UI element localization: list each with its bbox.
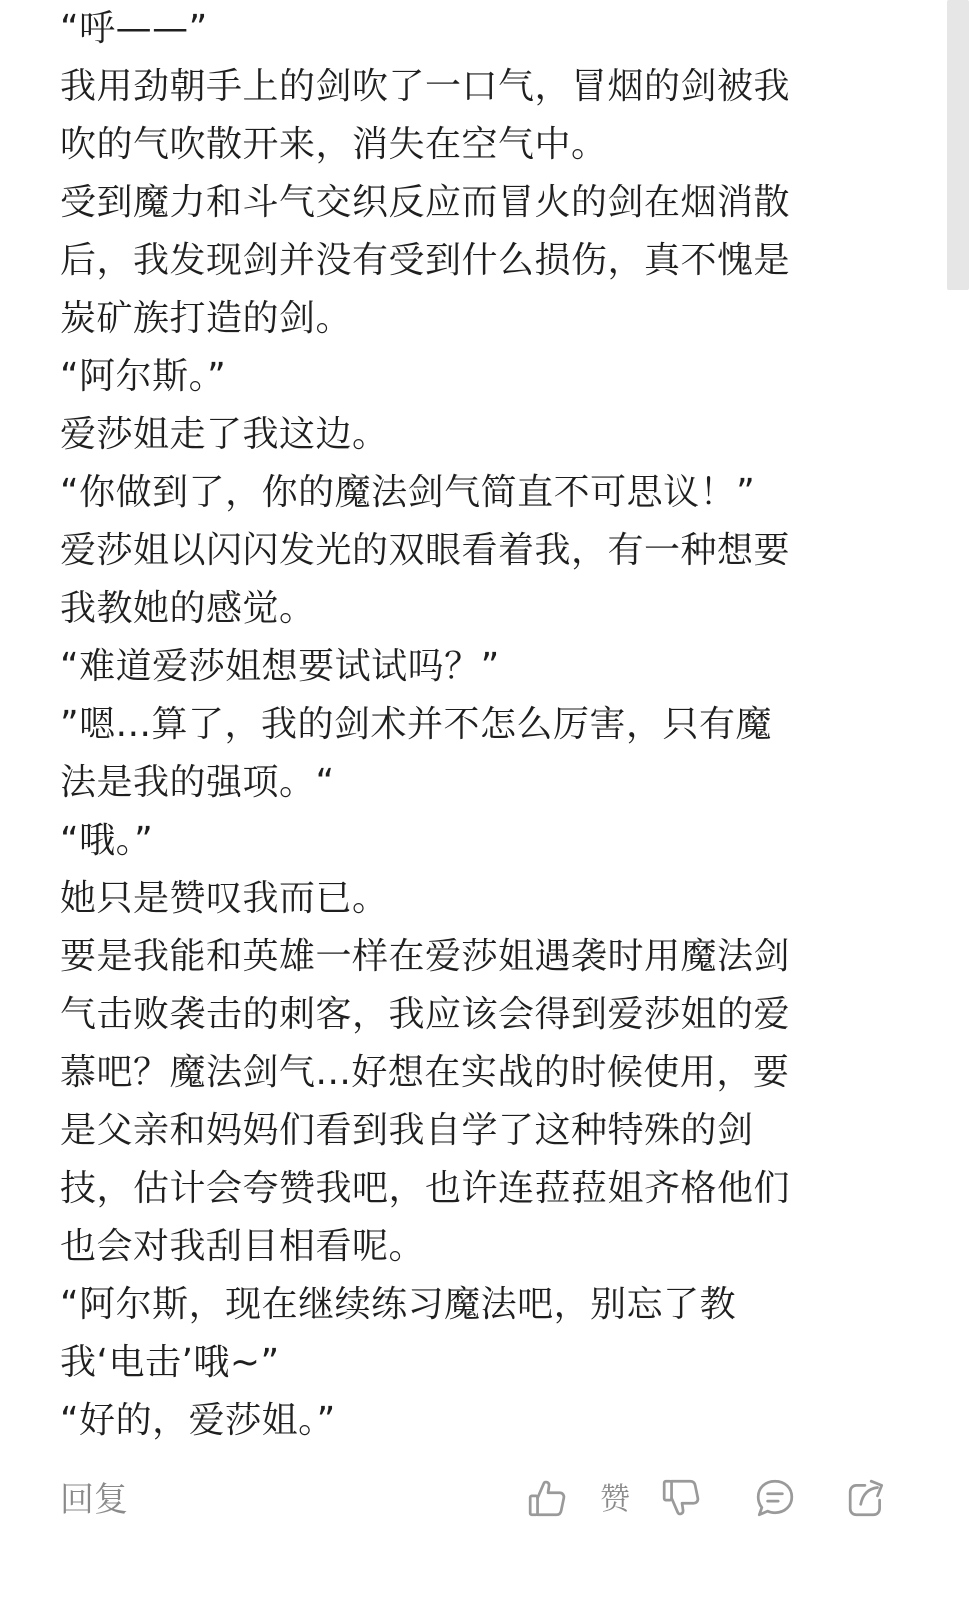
comment-icon [754, 1477, 796, 1523]
post-text-line: “好的，爱莎姐。” [60, 1400, 336, 1441]
post-text-line: 她只是赞叹我而已。 [60, 878, 389, 919]
post-text-line: 气击败袭击的刺客，我应该会得到爱莎姐的爱 [60, 994, 791, 1035]
post-body [60, 0, 900, 1450]
post-text-line: 要是我能和英雄一样在爱莎姐遇袭时用魔法剑 [60, 936, 791, 977]
like-button[interactable] [526, 1474, 568, 1526]
thumbs-up-icon [526, 1477, 568, 1523]
post-text-line: “阿尔斯，现在继续练习魔法吧，别忘了教 [60, 1284, 737, 1325]
post-text-line: 吹的气吹散开来，消失在空气中。 [60, 124, 608, 165]
post-text-line: 炭矿族打造的剑。 [60, 298, 353, 339]
post-text-line: 我教她的感觉。 [60, 588, 316, 629]
thumbs-down-icon [660, 1477, 702, 1523]
comment-button[interactable] [754, 1474, 796, 1526]
reply-button[interactable]: 回复 [60, 1480, 128, 1520]
post-text-line: 我‘电击’哦~” [60, 1342, 280, 1383]
post-text-line: 技，估计会夸赞我吧，也许连菈菈姐齐格他们 [60, 1168, 791, 1209]
post-text-line: 受到魔力和斗气交织反应而冒火的剑在烟消散 [60, 182, 791, 223]
like-label[interactable]: 赞 [600, 1482, 630, 1517]
scrollbar[interactable] [947, 0, 969, 290]
share-button[interactable] [846, 1474, 888, 1526]
post-text-line: “呼——” [60, 8, 208, 49]
post-text-line: 爱莎姐走了我这边。 [60, 414, 389, 455]
dislike-button[interactable] [660, 1474, 702, 1526]
post-text-line: 我用劲朝手上的剑吹了一口气，冒烟的剑被我 [60, 66, 791, 107]
post-text-line: 也会对我刮目相看呢。 [60, 1226, 426, 1267]
post-text-line: ”嗯...算了，我的剑术并不怎么厉害，只有魔 [60, 704, 772, 745]
share-icon [846, 1477, 888, 1523]
post-text-line: 爱莎姐以闪闪发光的双眼看着我，有一种想要 [60, 530, 791, 571]
post-text-line: 是父亲和妈妈们看到我自学了这种特殊的剑 [60, 1110, 754, 1151]
post-text-line: 慕吧？魔法剑气...好想在实战的时候使用，要 [60, 1052, 790, 1093]
post-text-line: “你做到了，你的魔法剑气简直不可思议！” [60, 472, 756, 513]
post-text-line: 法是我的强项。“ [60, 762, 335, 803]
post-action-bar [0, 1468, 969, 1548]
post-text-line: 后，我发现剑并没有受到什么损伤，真不愧是 [60, 240, 791, 281]
post-text-line: “阿尔斯。” [60, 356, 227, 397]
post-text-line: “难道爱莎姐想要试试吗？” [60, 646, 500, 687]
post-text-line: “哦。” [60, 820, 154, 861]
